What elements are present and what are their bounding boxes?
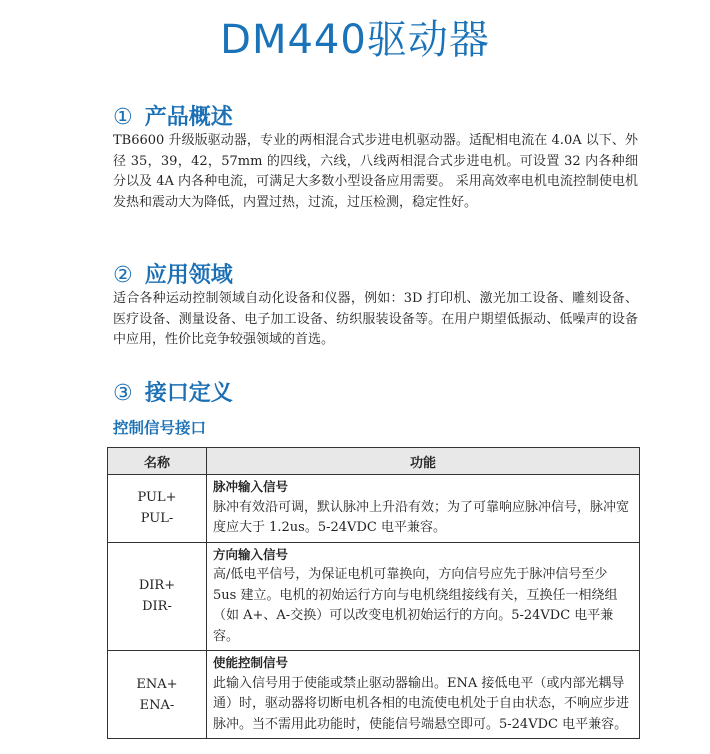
signal-function-description: 此输入信号用于使能或禁止驱动器输出。ENA 接低电平（或内部光耦导通）时，驱动器将切断电机各相的电流使电机处于自由状态，不响应步进脉冲。当不需用此功能时，使能信号端悬空即可。5-24VDC 电平兼容。 xyxy=(213,675,630,732)
section-number: ① xyxy=(113,105,133,130)
section-heading-text: 产品概述 xyxy=(144,105,233,130)
section-number: ③ xyxy=(113,381,133,406)
table-row xyxy=(108,475,640,543)
control-signal-subheading: 控制信号接口 xyxy=(113,419,207,437)
signal-name: PUL- xyxy=(140,511,174,527)
signal-function-title: 脉冲输入信号 xyxy=(213,479,289,494)
signal-function-cell xyxy=(207,651,640,739)
signal-function-description: 脉冲有效沿可调，默认脉冲上升沿有效；为了可靠响应脉冲信号，脉冲宽度应大于 1.2us。5-24VDC 电平兼容。 xyxy=(213,499,630,535)
section-heading-overview xyxy=(113,100,233,131)
signal-table xyxy=(107,447,640,739)
signal-function-cell xyxy=(207,475,640,543)
applications-paragraph: 适合各种运动控制领域自动化设备和仪器，例如：3D 打印机、激光加工设备、雕刻设备、医疗设备、测量设备、电子加工设备、纺织服装设备等。在用户期望低振动、低噪声的设备中应用，性价比竞争较强领域的首选。 xyxy=(113,291,638,347)
signal-name-cell xyxy=(108,651,207,739)
table-row xyxy=(108,542,640,651)
column-header-function: 功能 xyxy=(207,448,640,475)
signal-name: ENA+ xyxy=(136,676,178,692)
section-heading-interface xyxy=(113,376,233,407)
signal-name: DIR- xyxy=(142,599,172,615)
table-header-row xyxy=(108,448,640,475)
signal-function-description: 高/低电平信号，为保证电机可靠换向，方向信号应先于脉冲信号至少 5us 建立。电机的初始运行方向与电机绕组接线有关，互换任一相绕组（如 A+、A-交换）可以改变电机初始运行的方向。5-24VDC 电平兼容。 xyxy=(213,567,618,644)
overview-paragraph: TB6600 升级版驱动器，专业的两相混合式步进电机驱动器。适配相电流在 4.0A 以下、外径 35，39，42，57mm 的四线，六线，八线两相混合式步进电机。可设置 32 内各种细分以及 4A 内各种电流，可满足大多数小型设备应用需要。 采用高效率电机电流控制使电机发热和震动大为降低，内置过热，过流，过压检测，稳定性好。 xyxy=(113,133,638,210)
signal-name: DIR+ xyxy=(138,578,176,594)
signal-function-title: 方向输入信号 xyxy=(213,546,289,562)
signal-name: ENA- xyxy=(139,697,175,713)
signal-name: PUL+ xyxy=(137,490,177,506)
signal-function-cell xyxy=(207,542,640,651)
section-heading-applications xyxy=(113,258,233,289)
table-row xyxy=(108,651,640,739)
section-heading-text: 应用领域 xyxy=(144,263,233,288)
section-heading-text: 接口定义 xyxy=(144,381,233,406)
column-header-name: 名称 xyxy=(108,448,207,475)
section-number: ② xyxy=(113,263,133,288)
signal-name-cell xyxy=(108,475,207,543)
signal-function-title: 使能控制信号 xyxy=(213,655,289,670)
page-title: DM440驱动器 xyxy=(220,17,490,63)
signal-name-cell xyxy=(108,542,207,651)
